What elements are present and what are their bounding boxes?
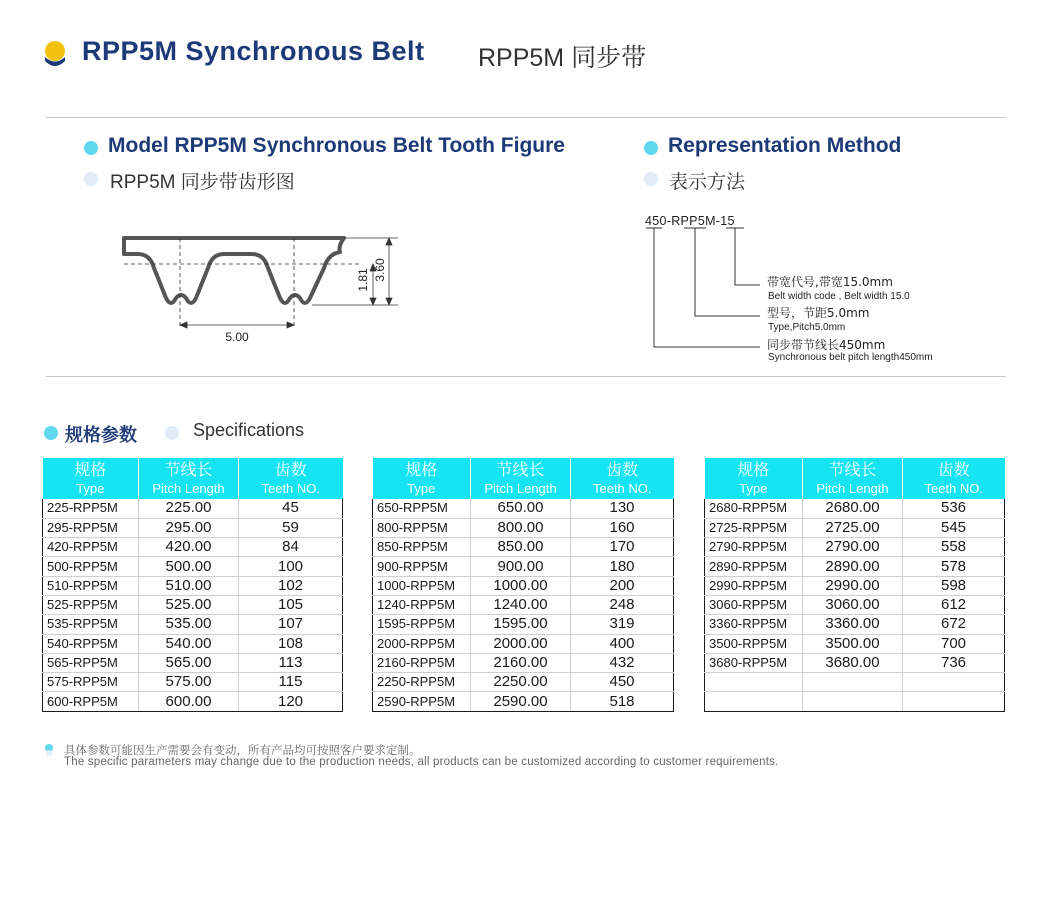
column-header-cn: 齿数: [937, 461, 970, 479]
table-cell: 2000-RPP5M: [373, 634, 471, 653]
table-cell: 2725-RPP5M: [705, 518, 803, 537]
table-cell: 200: [571, 576, 674, 595]
table-cell: 3680.00: [803, 653, 903, 672]
table-row: [373, 538, 674, 557]
table-cell: 535-RPP5M: [43, 615, 139, 634]
table-cell: 650-RPP5M: [373, 499, 471, 518]
column-header-cn: 规格: [405, 461, 438, 479]
column-header: [373, 458, 471, 499]
column-header: [139, 458, 239, 499]
column-header: [903, 458, 1005, 499]
column-header-cn: 节线长: [164, 461, 213, 479]
divider: [46, 376, 1006, 377]
table-cell: 578: [903, 557, 1005, 576]
table-cell: 1595-RPP5M: [373, 615, 471, 634]
table-cell: 115: [239, 673, 343, 692]
table-row: [373, 673, 674, 692]
representation-heading: Representation Method: [668, 134, 902, 157]
table-cell: 3360.00: [803, 615, 903, 634]
table-cell: 225.00: [139, 499, 239, 518]
spec-table-3: [704, 458, 1005, 712]
table-row: [705, 634, 1005, 653]
table-cell: 432: [571, 653, 674, 672]
table-cell: 319: [571, 615, 674, 634]
table-row: [373, 518, 674, 537]
dim-pitch-label: 5.00: [225, 330, 249, 344]
table-row: [705, 538, 1005, 557]
table-cell: 540.00: [139, 634, 239, 653]
table-cell: 650.00: [471, 499, 571, 518]
specs-title-cn: 规格参数: [65, 425, 137, 445]
table-row: [43, 518, 343, 537]
table-cell: 2680.00: [803, 499, 903, 518]
page-title: RPP5M Synchronous Belt: [82, 36, 425, 66]
table-cell: 500.00: [139, 557, 239, 576]
table-row: [705, 518, 1005, 537]
table-row: [373, 499, 674, 518]
table-cell: 2990.00: [803, 576, 903, 595]
table-cell: 600.00: [139, 692, 239, 711]
table-cell: 59: [239, 518, 343, 537]
bullet-icon: [84, 172, 98, 186]
table-cell: 180: [571, 557, 674, 576]
table-cell: 3060-RPP5M: [705, 595, 803, 614]
table-cell: 2590.00: [471, 692, 571, 711]
table-cell: 525.00: [139, 595, 239, 614]
table-cell: 2725.00: [803, 518, 903, 537]
bullet-icon: [84, 141, 98, 155]
table-cell: 107: [239, 615, 343, 634]
table-cell: 2160-RPP5M: [373, 653, 471, 672]
length-en: Synchronous belt pitch length450mm: [768, 352, 933, 363]
table-cell: 565.00: [139, 653, 239, 672]
table-row: [43, 595, 343, 614]
table-cell: 248: [571, 595, 674, 614]
table-cell: 102: [239, 576, 343, 595]
table-row: [705, 576, 1005, 595]
table-cell: 800-RPP5M: [373, 518, 471, 537]
dim-tooth-height-label: 1.81: [356, 268, 370, 292]
table-row: [705, 557, 1005, 576]
table-cell: [803, 692, 903, 711]
table-row: [705, 499, 1005, 518]
table-row: [705, 595, 1005, 614]
column-header: [705, 458, 803, 499]
column-header-cn: 规格: [737, 461, 770, 479]
table-row: [705, 615, 1005, 634]
specs-title-en: Specifications: [193, 420, 305, 440]
column-header-cn: 节线长: [496, 461, 545, 479]
table-cell: 2680-RPP5M: [705, 499, 803, 518]
table-row: [43, 692, 343, 711]
width-en: Belt width code , Belt width 15.0: [768, 291, 910, 302]
table-cell: 1240-RPP5M: [373, 595, 471, 614]
table-cell: 2790-RPP5M: [705, 538, 803, 557]
table-cell: [903, 673, 1005, 692]
table-cell: 160: [571, 518, 674, 537]
spec-table-2: [372, 458, 674, 712]
column-header-cn: 节线长: [828, 461, 877, 479]
divider: [46, 117, 1006, 118]
table-cell: 45: [239, 499, 343, 518]
table-row: [43, 576, 343, 595]
column-header-cn: 规格: [74, 461, 107, 479]
column-header-en: Type: [739, 480, 768, 496]
table-cell: [705, 673, 803, 692]
table-row: [373, 692, 674, 711]
table-cell: 565-RPP5M: [43, 653, 139, 672]
table-cell: 575-RPP5M: [43, 673, 139, 692]
table-row: [373, 576, 674, 595]
table-cell: 2990-RPP5M: [705, 576, 803, 595]
table-row: [373, 615, 674, 634]
table-cell: [803, 673, 903, 692]
table-cell: 2890-RPP5M: [705, 557, 803, 576]
table-cell: 540-RPP5M: [43, 634, 139, 653]
table-cell: 84: [239, 538, 343, 557]
table-cell: 510.00: [139, 576, 239, 595]
table-row: [43, 499, 343, 518]
table-cell: 295.00: [139, 518, 239, 537]
table-cell: 700: [903, 634, 1005, 653]
table-cell: 1000-RPP5M: [373, 576, 471, 595]
table-cell: 535.00: [139, 615, 239, 634]
table-cell: 170: [571, 538, 674, 557]
table-cell: 3500-RPP5M: [705, 634, 803, 653]
table-cell: 598: [903, 576, 1005, 595]
table-cell: 800.00: [471, 518, 571, 537]
column-header-cn: 齿数: [606, 461, 639, 479]
table-cell: 500-RPP5M: [43, 557, 139, 576]
column-header: [471, 458, 571, 499]
length-cn: 同步带节线长450mm: [767, 338, 886, 352]
column-header-en: Type: [407, 480, 436, 496]
representation-diagram: [640, 210, 980, 370]
table-cell: 600-RPP5M: [43, 692, 139, 711]
column-header: [571, 458, 674, 499]
column-header-en: Pitch Length: [484, 480, 557, 496]
column-header-en: Teeth NO.: [261, 480, 321, 496]
spec-table-1: [42, 458, 343, 712]
table-cell: 3060.00: [803, 595, 903, 614]
table-cell: 1595.00: [471, 615, 571, 634]
table-row: [43, 634, 343, 653]
table-row: [43, 653, 343, 672]
tooth-heading-cn: RPP5M 同步带齿形图: [110, 172, 295, 193]
table-cell: 1240.00: [471, 595, 571, 614]
column-header: [803, 458, 903, 499]
table-cell: 2790.00: [803, 538, 903, 557]
table-cell: 3360-RPP5M: [705, 615, 803, 634]
table-cell: 450: [571, 673, 674, 692]
table-cell: 295-RPP5M: [43, 518, 139, 537]
representation-code: 450-RPP5M-15: [645, 214, 735, 228]
table-row: [705, 673, 1005, 692]
column-header-en: Pitch Length: [152, 480, 225, 496]
table-cell: 2890.00: [803, 557, 903, 576]
table-cell: 672: [903, 615, 1005, 634]
table-cell: 2250-RPP5M: [373, 673, 471, 692]
table-cell: 100: [239, 557, 343, 576]
note-cn: 具体参数可能因生产需要会有变动，所有产品均可按照客户要求定制。: [64, 745, 421, 757]
width-cn: 带宽代号,带宽15.0mm: [767, 275, 893, 289]
table-cell: 3680-RPP5M: [705, 653, 803, 672]
note-icon: [44, 744, 54, 756]
column-header-en: Pitch Length: [816, 480, 889, 496]
table-cell: 558: [903, 538, 1005, 557]
table-cell: 510-RPP5M: [43, 576, 139, 595]
table-cell: 105: [239, 595, 343, 614]
column-header-en: Type: [76, 480, 105, 496]
table-cell: 420.00: [139, 538, 239, 557]
table-cell: 536: [903, 499, 1005, 518]
table-cell: 2000.00: [471, 634, 571, 653]
table-cell: [705, 692, 803, 711]
note-en: The specific parameters may change due to the production needs, all products can be customized according to customer requirements.: [64, 756, 779, 768]
table-row: [43, 673, 343, 692]
table-row: [705, 653, 1005, 672]
column-header-cn: 齿数: [274, 461, 307, 479]
table-cell: 612: [903, 595, 1005, 614]
table-cell: 225-RPP5M: [43, 499, 139, 518]
logo-icon: [44, 40, 66, 70]
table-row: [43, 615, 343, 634]
table-cell: 2160.00: [471, 653, 571, 672]
table-cell: 120: [239, 692, 343, 711]
tooth-profile-diagram: [118, 228, 418, 358]
table-cell: 850-RPP5M: [373, 538, 471, 557]
table-row: [43, 557, 343, 576]
table-cell: 736: [903, 653, 1005, 672]
column-header: [239, 458, 343, 499]
table-cell: 2590-RPP5M: [373, 692, 471, 711]
dim-total-height-label: 3.60: [373, 258, 387, 282]
page-title-cn: RPP5M 同步带: [478, 44, 647, 72]
bullet-icon: [644, 172, 658, 186]
table-cell: 900-RPP5M: [373, 557, 471, 576]
representation-heading-cn: 表示方法: [669, 172, 746, 193]
table-cell: 850.00: [471, 538, 571, 557]
bullet-icon: [644, 141, 658, 155]
table-cell: 1000.00: [471, 576, 571, 595]
type-en: Type,Pitch5.0mm: [768, 322, 846, 333]
table-cell: 113: [239, 653, 343, 672]
table-cell: 900.00: [471, 557, 571, 576]
table-cell: 420-RPP5M: [43, 538, 139, 557]
table-cell: 3500.00: [803, 634, 903, 653]
type-cn: 型号，节距5.0mm: [767, 306, 870, 320]
table-row: [373, 595, 674, 614]
table-cell: 400: [571, 634, 674, 653]
column-header-en: Teeth NO.: [592, 480, 652, 496]
table-row: [705, 692, 1005, 711]
table-cell: 518: [571, 692, 674, 711]
table-cell: 525-RPP5M: [43, 595, 139, 614]
table-cell: 2250.00: [471, 673, 571, 692]
table-cell: 108: [239, 634, 343, 653]
table-cell: [903, 692, 1005, 711]
table-cell: 545: [903, 518, 1005, 537]
table-row: [43, 538, 343, 557]
table-row: [373, 653, 674, 672]
table-row: [373, 557, 674, 576]
column-header-en: Teeth NO.: [924, 480, 984, 496]
tooth-heading: Model RPP5M Synchronous Belt Tooth Figure: [108, 134, 565, 157]
bullet-icon: [165, 426, 179, 440]
table-cell: 130: [571, 499, 674, 518]
table-row: [373, 634, 674, 653]
table-cell: 575.00: [139, 673, 239, 692]
column-header: [43, 458, 139, 499]
bullet-icon: [44, 426, 58, 440]
